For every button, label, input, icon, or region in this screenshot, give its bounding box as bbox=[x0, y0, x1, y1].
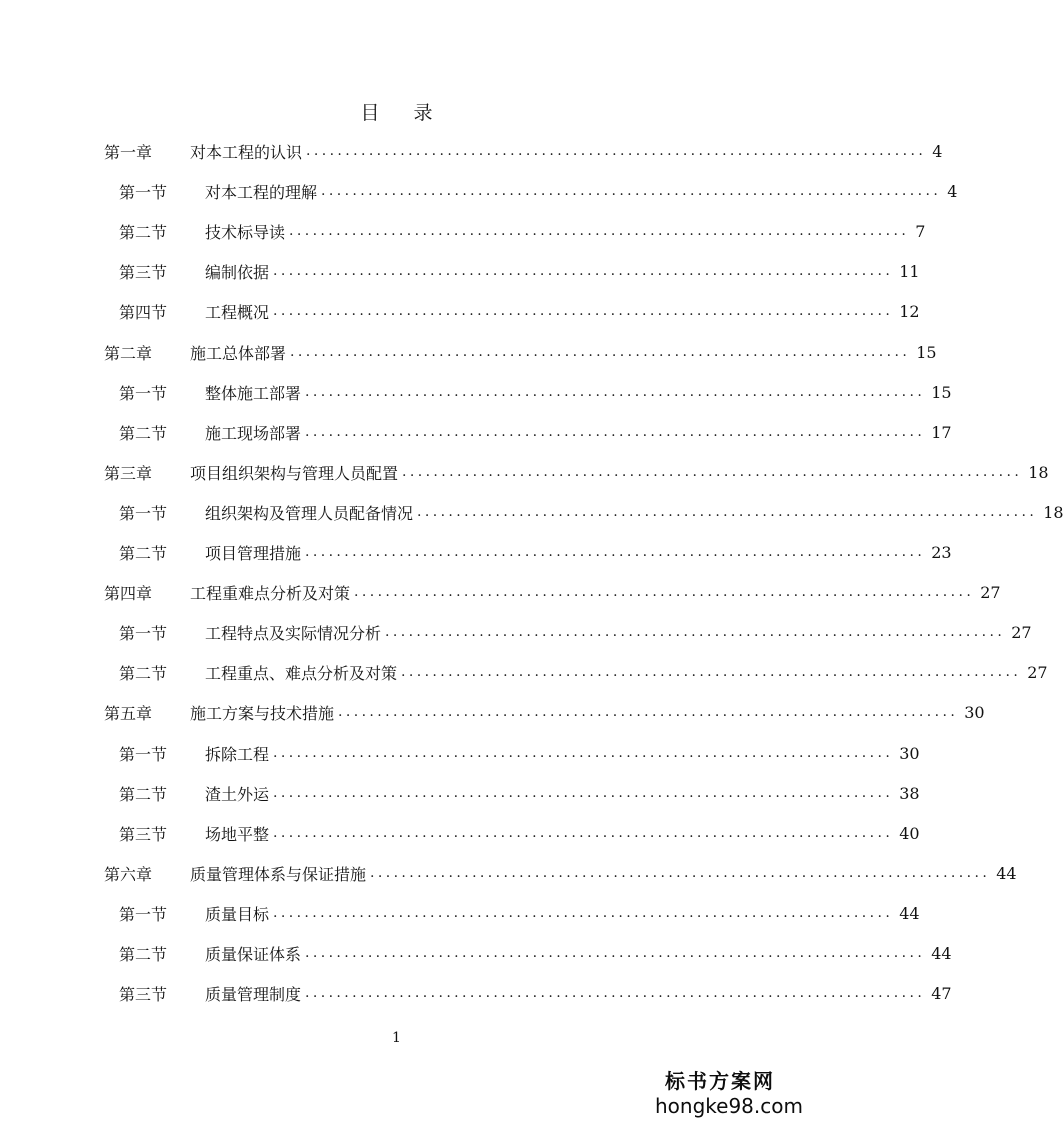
toc-leader-dots: ............................................................................... bbox=[289, 223, 910, 239]
toc-entry-title: 工程重点、难点分析及对策 bbox=[205, 663, 398, 683]
toc-chapter-entry[interactable] bbox=[104, 340, 937, 364]
toc-entry-page: 12 bbox=[899, 301, 920, 321]
toc-section-entry[interactable] bbox=[119, 901, 920, 925]
toc-entry-page: 40 bbox=[899, 823, 920, 843]
toc-entry-page: 27 bbox=[1011, 622, 1032, 642]
toc-section-entry[interactable] bbox=[119, 781, 920, 805]
toc-entry-label: 第一节 bbox=[119, 904, 168, 924]
toc-leader-dots: ............................................................................... bbox=[417, 504, 1038, 520]
toc-leader-dots: ............................................................................... bbox=[305, 384, 926, 400]
toc-leader-dots: ............................................................................... bbox=[401, 664, 1022, 680]
toc-entry-label: 第四章 bbox=[104, 583, 153, 603]
toc-entry-page: 30 bbox=[964, 702, 985, 722]
toc-entry-page: 18 bbox=[1028, 462, 1049, 482]
toc-leader-dots: ............................................................................... bbox=[273, 303, 894, 319]
toc-section-entry[interactable] bbox=[119, 981, 952, 1005]
toc-section-entry[interactable] bbox=[119, 941, 952, 965]
toc-leader-dots: ............................................................................... bbox=[370, 865, 991, 881]
toc-entry-label: 第六章 bbox=[104, 864, 153, 884]
toc-entry-title: 场地平整 bbox=[205, 824, 270, 844]
toc-leader-dots: ............................................................................... bbox=[306, 143, 927, 159]
toc-entry-page: 44 bbox=[899, 903, 920, 923]
toc-entry-title: 工程特点及实际情况分析 bbox=[205, 623, 382, 643]
toc-entry-title: 组织架构及管理人员配备情况 bbox=[205, 503, 414, 523]
toc-entry-page: 17 bbox=[931, 422, 952, 442]
toc-leader-dots: ............................................................................... bbox=[402, 464, 1023, 480]
toc-entry-page: 4 bbox=[932, 141, 943, 161]
toc-entry-label: 第一节 bbox=[119, 182, 168, 202]
toc-entry-label: 第二节 bbox=[119, 222, 168, 242]
toc-section-entry[interactable] bbox=[119, 179, 958, 203]
toc-entry-title: 施工方案与技术措施 bbox=[190, 703, 335, 723]
toc-entry-title: 渣土外运 bbox=[205, 784, 270, 804]
toc-entry-page: 11 bbox=[899, 261, 920, 281]
toc-section-entry[interactable] bbox=[119, 380, 952, 404]
toc-section-entry[interactable] bbox=[119, 540, 952, 564]
toc-entry-label: 第三节 bbox=[119, 262, 168, 282]
toc-section-entry[interactable] bbox=[119, 299, 920, 323]
toc-chapter-entry[interactable] bbox=[104, 700, 985, 724]
toc-entry-title: 对本工程的认识 bbox=[190, 142, 303, 162]
toc-entry-title: 质量目标 bbox=[205, 904, 270, 924]
toc-leader-dots: ............................................................................... bbox=[273, 745, 894, 761]
toc-entry-title: 工程概况 bbox=[205, 302, 270, 322]
toc-entry-title: 质量保证体系 bbox=[205, 944, 302, 964]
toc-entry-label: 第三章 bbox=[104, 463, 153, 483]
toc-entry-page: 27 bbox=[980, 582, 1001, 602]
toc-entry-title: 技术标导读 bbox=[205, 222, 286, 242]
toc-leader-dots: ............................................................................... bbox=[385, 624, 1006, 640]
toc-entry-label: 第一节 bbox=[119, 623, 168, 643]
watermark-url: hongke98.com bbox=[655, 1094, 803, 1118]
toc-entry-page: 23 bbox=[931, 542, 952, 562]
toc-entry-title: 工程重难点分析及对策 bbox=[190, 583, 351, 603]
toc-leader-dots: ............................................................................... bbox=[305, 945, 926, 961]
toc-entry-label: 第一章 bbox=[104, 142, 153, 162]
toc-entry-title: 项目管理措施 bbox=[205, 543, 302, 563]
toc-entry-page: 38 bbox=[899, 783, 920, 803]
toc-entry-title: 质量管理制度 bbox=[205, 984, 302, 1004]
toc-entry-title: 项目组织架构与管理人员配置 bbox=[190, 463, 399, 483]
toc-entry-title: 施工现场部署 bbox=[205, 423, 302, 443]
toc-entry-label: 第二节 bbox=[119, 663, 168, 683]
toc-leader-dots: ............................................................................... bbox=[273, 785, 894, 801]
toc-entry-page: 4 bbox=[947, 181, 958, 201]
toc-entry-page: 44 bbox=[996, 863, 1017, 883]
toc-section-entry[interactable] bbox=[119, 741, 920, 765]
toc-entry-title: 整体施工部署 bbox=[205, 383, 302, 403]
toc-chapter-entry[interactable] bbox=[104, 861, 1017, 885]
toc-leader-dots: ............................................................................... bbox=[290, 344, 911, 360]
toc-section-entry[interactable] bbox=[119, 821, 920, 845]
toc-entry-title: 拆除工程 bbox=[205, 744, 270, 764]
toc-entry-page: 44 bbox=[931, 943, 952, 963]
toc-entry-title: 编制依据 bbox=[205, 262, 270, 282]
toc-leader-dots: ............................................................................... bbox=[273, 905, 894, 921]
toc-leader-dots: ............................................................................... bbox=[273, 263, 894, 279]
toc-entry-title: 施工总体部署 bbox=[190, 343, 287, 363]
toc-entry-page: 7 bbox=[915, 221, 926, 241]
toc-entry-page: 47 bbox=[931, 983, 952, 1003]
toc-section-entry[interactable] bbox=[119, 660, 1048, 684]
toc-entry-label: 第一节 bbox=[119, 503, 168, 523]
toc-chapter-entry[interactable] bbox=[104, 139, 943, 163]
toc-entry-label: 第二节 bbox=[119, 944, 168, 964]
toc-entry-label: 第一节 bbox=[119, 383, 168, 403]
toc-entry-label: 第二节 bbox=[119, 543, 168, 563]
toc-section-entry[interactable] bbox=[119, 420, 952, 444]
toc-entry-label: 第三节 bbox=[119, 984, 168, 1004]
toc-section-entry[interactable] bbox=[119, 500, 1064, 524]
toc-leader-dots: ............................................................................... bbox=[354, 584, 975, 600]
toc-section-entry[interactable] bbox=[119, 259, 920, 283]
toc-entry-label: 第二节 bbox=[119, 784, 168, 804]
toc-entry-page: 18 bbox=[1043, 502, 1064, 522]
toc-entry-label: 第二节 bbox=[119, 423, 168, 443]
toc-entry-label: 第五章 bbox=[104, 703, 153, 723]
toc-entry-page: 30 bbox=[899, 743, 920, 763]
toc-entry-title: 对本工程的理解 bbox=[205, 182, 318, 202]
toc-entry-title: 质量管理体系与保证措施 bbox=[190, 864, 367, 884]
toc-chapter-entry[interactable] bbox=[104, 460, 1049, 484]
toc-section-entry[interactable] bbox=[119, 620, 1032, 644]
toc-entry-label: 第三节 bbox=[119, 824, 168, 844]
toc-leader-dots: ............................................................................... bbox=[305, 985, 926, 1001]
page-number: 1 bbox=[392, 1030, 401, 1046]
toc-chapter-entry[interactable] bbox=[104, 580, 1001, 604]
toc-entry-label: 第四节 bbox=[119, 302, 168, 322]
toc-entry-page: 15 bbox=[916, 342, 937, 362]
watermark-logo bbox=[655, 1068, 803, 1118]
toc-leader-dots: ............................................................................... bbox=[305, 424, 926, 440]
toc-entry-page: 27 bbox=[1027, 662, 1048, 682]
toc-section-entry[interactable] bbox=[119, 219, 926, 243]
toc-entry-page: 15 bbox=[931, 382, 952, 402]
toc-leader-dots: ............................................................................... bbox=[338, 704, 959, 720]
toc-entry-label: 第一节 bbox=[119, 744, 168, 764]
watermark-brand: 标书方案网 bbox=[665, 1069, 775, 1093]
toc-entry-label: 第二章 bbox=[104, 343, 153, 363]
toc-leader-dots: ............................................................................... bbox=[305, 544, 926, 560]
toc-title: 目 录 bbox=[360, 102, 447, 124]
toc-leader-dots: ............................................................................... bbox=[273, 825, 894, 841]
toc-leader-dots: ............................................................................... bbox=[321, 183, 942, 199]
